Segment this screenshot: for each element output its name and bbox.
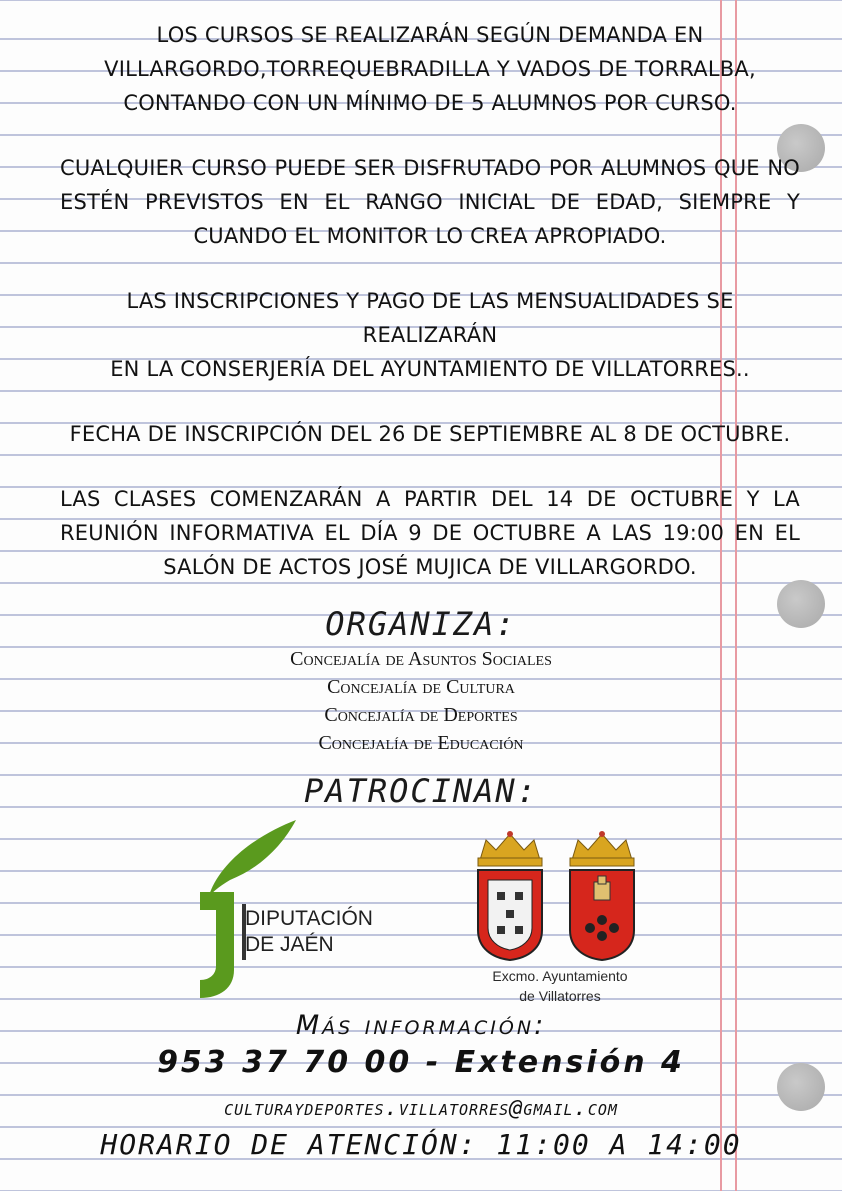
text-line: ESTÉN PREVISTOS EN EL RANGO INICIAL DE EDAD, SIEMPRE Y xyxy=(60,190,800,214)
ayuntamiento-name xyxy=(470,966,650,1006)
email-address[interactable]: culturaydeportes.villatorres@gmail.com xyxy=(224,1096,618,1121)
paragraph-dates xyxy=(60,417,800,451)
organizer-item: Concejalía de Asuntos Sociales xyxy=(290,648,552,670)
organizer-item: Concejalía de Cultura xyxy=(327,676,515,698)
ayuntamiento-line: de Villatorres xyxy=(519,988,601,1004)
notice-text xyxy=(60,18,800,615)
diputacion-line: DIPUTACIÓN xyxy=(245,907,373,930)
paragraph-age-range xyxy=(60,151,800,253)
more-info-title: Más información: xyxy=(295,1010,547,1041)
office-hours: HORARIO DE ATENCIÓN: 11:00 A 14:00 xyxy=(100,1128,742,1161)
text-line: CUALQUIER CURSO PUEDE SER DISFRUTADO POR ALUMNOS QUE NO xyxy=(60,156,800,180)
paragraph-start xyxy=(60,482,800,584)
organizer-item: Concejalía de Educación xyxy=(318,732,524,754)
patrocinan-heading: PATROCINAN: xyxy=(304,772,538,810)
phone-number: 953 37 70 00 - Extensión 4 xyxy=(157,1045,685,1080)
text-line: LAS CLASES COMENZARÁN A PARTIR DEL 14 DE OCTUBRE Y LA xyxy=(60,487,800,511)
text-line: LAS INSCRIPCIONES Y PAGO DE LAS MENSUALIDADES SE REALIZARÁN xyxy=(126,289,734,347)
diputacion-name xyxy=(245,906,373,958)
text-line: REUNIÓN INFORMATIVA EL DÍA 9 DE OCTUBRE A LAS 19:00 EN EL xyxy=(60,521,800,545)
text-line: VILLARGORDO,TORREQUEBRADILLA Y VADOS DE TORRALBA, xyxy=(104,57,756,81)
crown-icon xyxy=(478,831,542,866)
ayuntamiento-line: Excmo. Ayuntamiento xyxy=(492,968,628,984)
paragraph-demand xyxy=(60,18,800,120)
villatorres-coat-of-arms xyxy=(472,830,647,965)
organiza-heading: ORGANIZA: xyxy=(325,605,517,643)
text-line: EN LA CONSERJERÍA DEL AYUNTAMIENTO DE VILLATORRES.. xyxy=(110,357,750,381)
organizer-list xyxy=(0,645,842,757)
text-line: LOS CURSOS SE REALIZARÁN SEGÚN DEMANDA EN xyxy=(156,23,704,47)
paragraph-registration xyxy=(60,284,800,386)
text-line: FECHA DE INSCRIPCIÓN DEL 26 DE SEPTIEMBRE AL 8 DE OCTUBRE. xyxy=(69,422,791,446)
text-line: SALÓN DE ACTOS JOSÉ MUJICA DE VILLARGORDO. xyxy=(163,555,697,579)
organizer-item: Concejalía de Deportes xyxy=(324,704,518,726)
text-line: CUANDO EL MONITOR LO CREA APROPIADO. xyxy=(193,224,667,248)
crown-icon xyxy=(570,831,634,866)
text-line: CONTANDO CON UN MÍNIMO DE 5 ALUMNOS POR CURSO. xyxy=(123,91,737,115)
diputacion-line: DE JAÉN xyxy=(245,933,334,956)
